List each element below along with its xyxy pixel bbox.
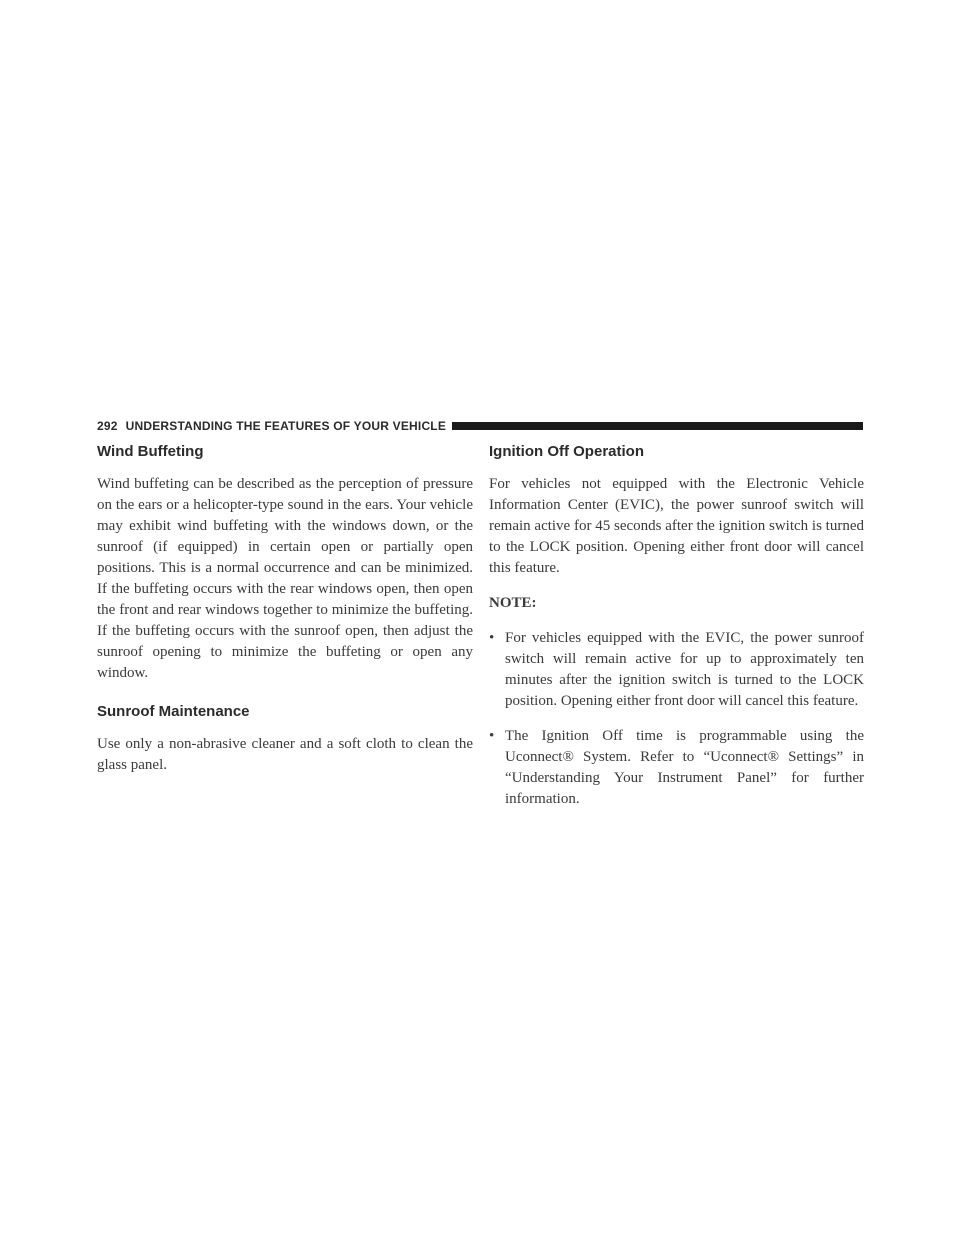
ignition-off-heading: Ignition Off Operation — [489, 443, 644, 460]
sunroof-maintenance-heading: Sunroof Maintenance — [97, 703, 250, 720]
list-item-text: For vehicles equipped with the EVIC, the power sunroof switch will remain active for up to approximately ten minutes after the ignition switch is turned to the LOCK position. Opening either front door will cancel this feature. — [505, 630, 864, 709]
right-column — [489, 442, 864, 824]
list-item — [489, 628, 864, 712]
bullet-icon: • — [489, 728, 495, 744]
wind-buffeting-body: Wind buffeting can be described as the perception of pressure on the ears or a helicopter-type sound in the ears. Your vehicle may exhibit wind buffeting with the windows down, or the sunroof (if equipped) in certain open or partially open positions. This is a normal occurrence and can be minimized. If the buffeting occurs with the rear windows open, then open the front and rear windows together to minimize the buffeting. If the buffeting occurs with the sunroof open, then adjust the sunroof opening to minimize the buffeting or open any window. — [97, 476, 473, 681]
ignition-off-body: For vehicles not equipped with the Electronic Vehicle Information Center (EVIC), the power sunroof switch will remain active for 45 seconds after the ignition switch is turned to the LOCK position. Opening either front door will cancel this feature. — [489, 476, 864, 576]
list-item — [489, 726, 864, 810]
left-column — [97, 442, 473, 790]
bullet-icon: • — [489, 630, 495, 646]
note-label: NOTE: — [489, 595, 537, 611]
note-bullet-list — [489, 628, 864, 810]
sunroof-maintenance-body: Use only a non-abrasive cleaner and a soft cloth to clean the glass panel. — [97, 736, 473, 773]
page-number: 292 — [97, 419, 118, 433]
section-title: UNDERSTANDING THE FEATURES OF YOUR VEHICLE — [125, 419, 447, 433]
wind-buffeting-heading: Wind Buffeting — [97, 443, 204, 460]
page-header — [97, 418, 863, 434]
header-rule — [452, 422, 863, 430]
list-item-text: The Ignition Off time is programmable using the Uconnect® System. Refer to “Uconnect® Settings” in “Understanding Your Instrument Panel” for further information. — [505, 728, 864, 807]
